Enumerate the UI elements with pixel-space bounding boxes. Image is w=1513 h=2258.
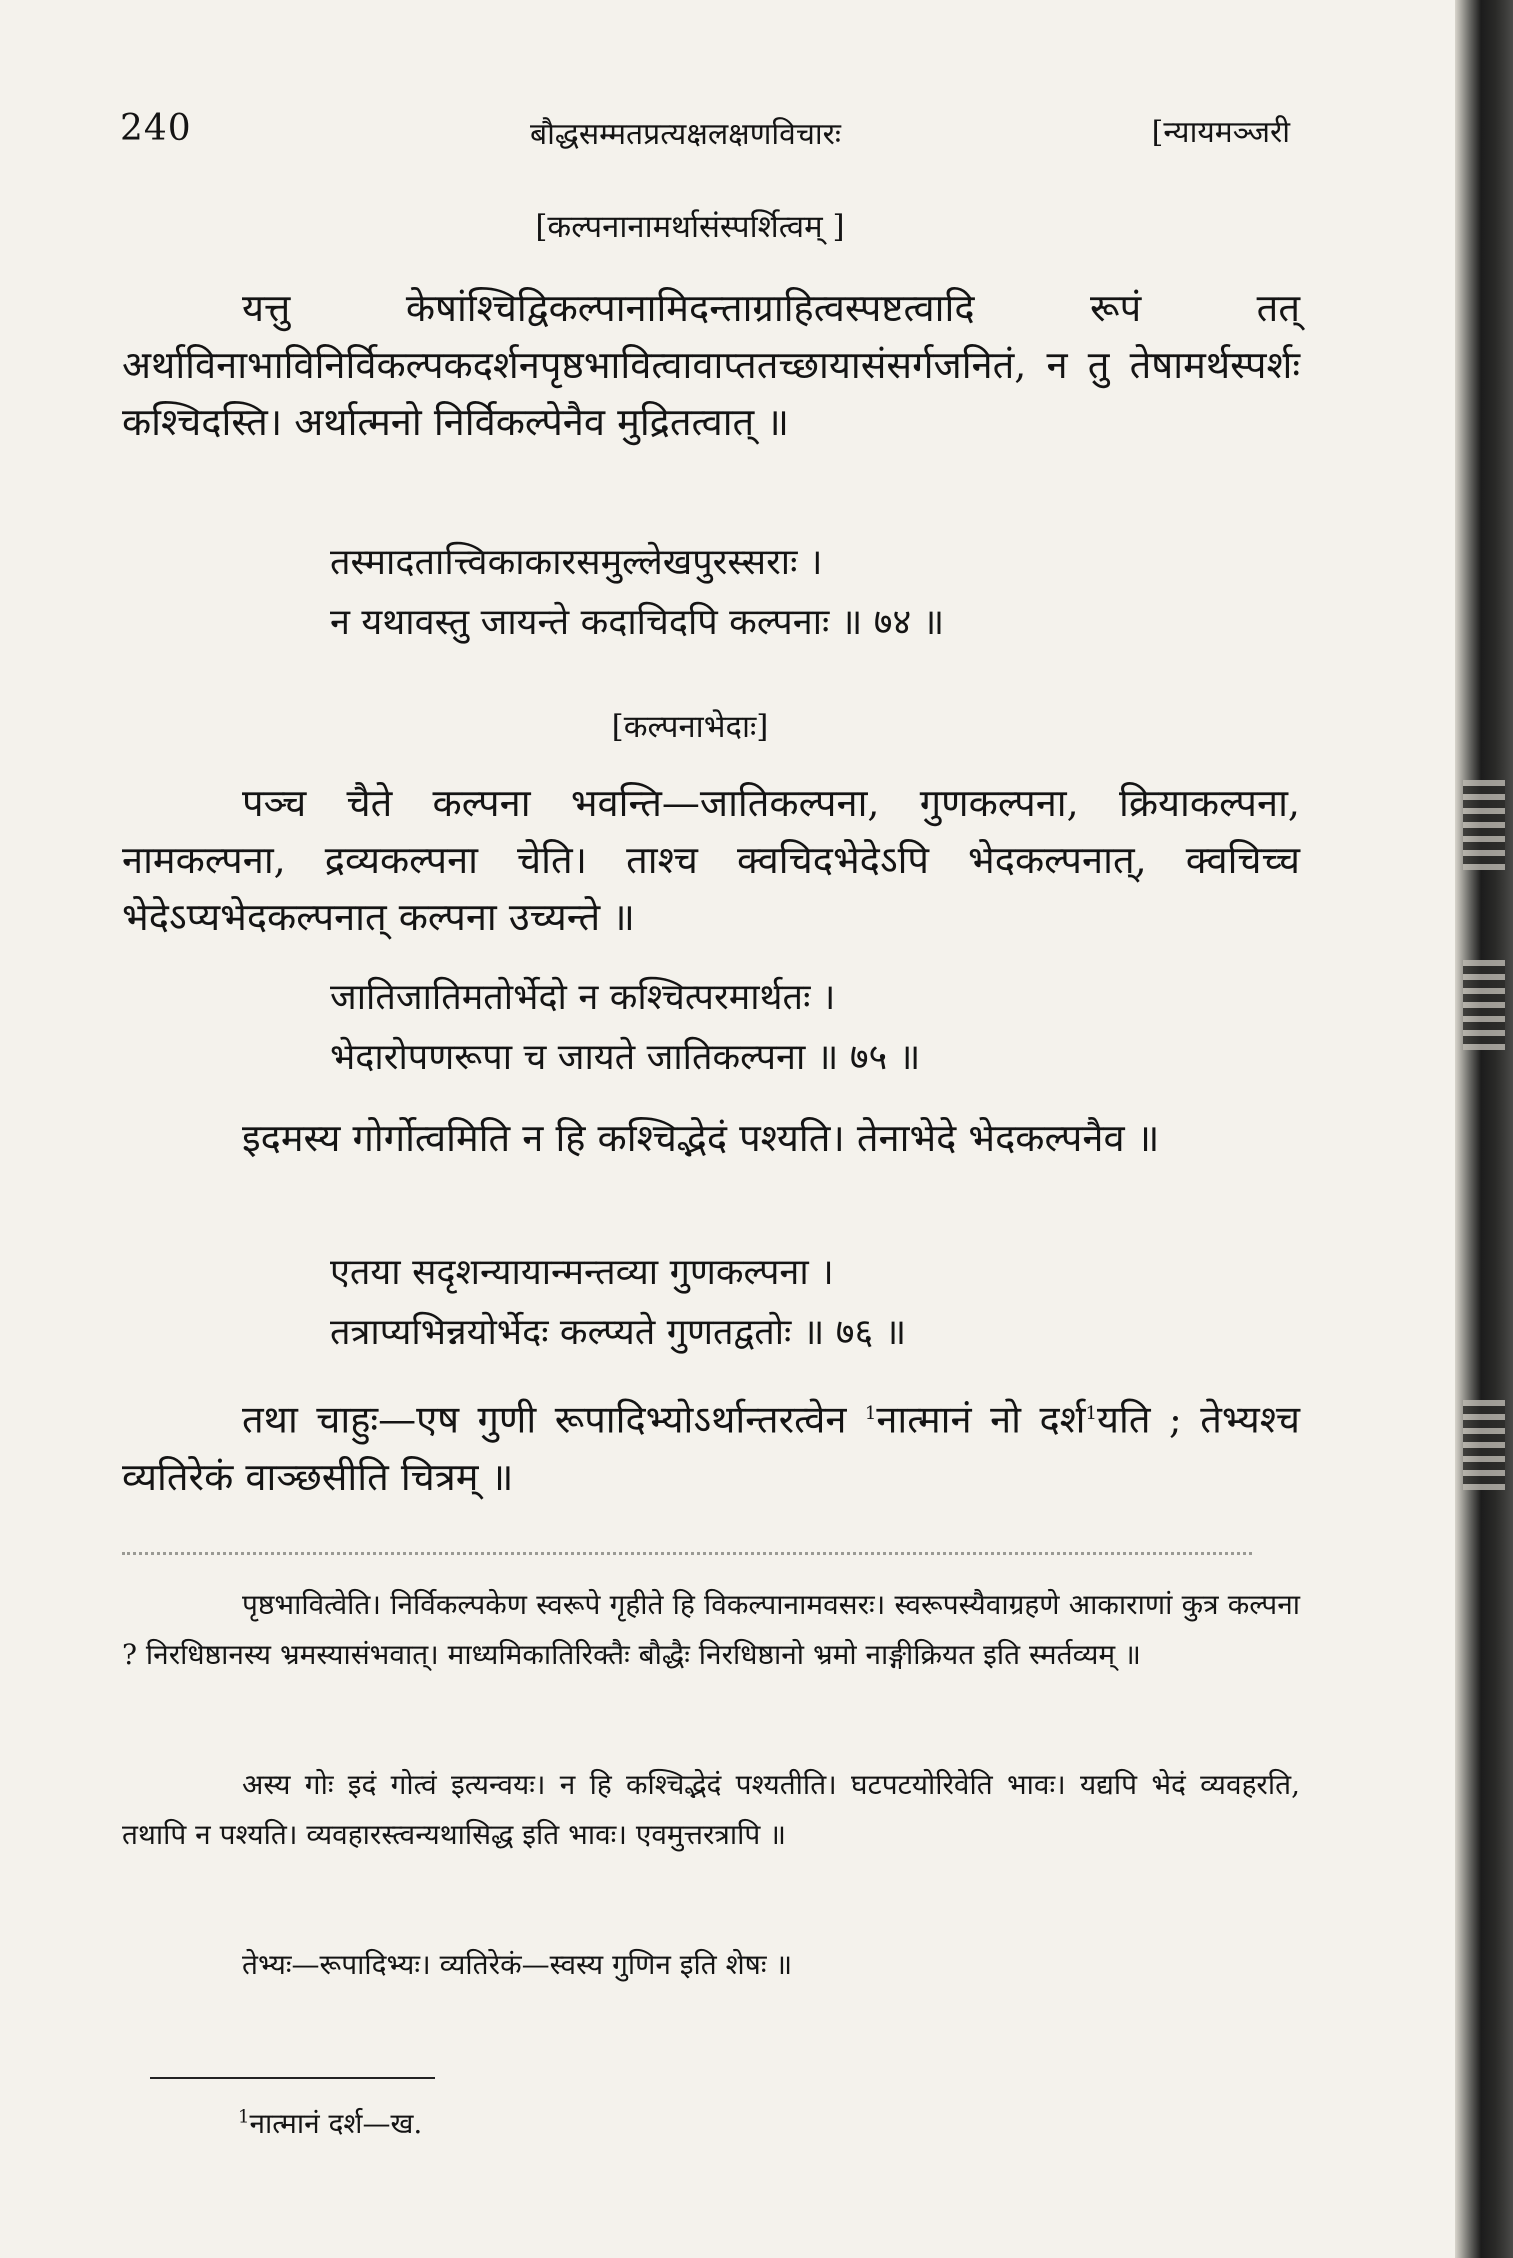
verse-line: जातिजातिमतोर्भेदो न कश्चित्परमार्थतः । bbox=[330, 977, 836, 1018]
footnote-text: नात्मानं दर्श—ख. bbox=[249, 2107, 423, 2140]
footnote-marker: 1 bbox=[864, 1403, 877, 1424]
book-title: [न्यायमञ्जरी bbox=[1151, 115, 1290, 150]
verse-line: भेदारोपणरूपा च जायते जातिकल्पना ॥ ७५ ॥ bbox=[330, 1037, 921, 1078]
section-heading: [कल्पनाभेदाः] bbox=[611, 709, 769, 745]
verse-line: न यथावस्तु जायन्ते कदाचिदपि कल्पनाः ॥ ७४ ॥ bbox=[330, 602, 945, 643]
commentary-paragraph: अस्य गोः इदं गोत्वं इत्यन्वयः। न हि कश्चिद्भेदं पश्यतीति। घटपटयोरिवेति भावः। यद्यपि भेदं व्यवहरति, तथापि न पश्यति। व्यवहारस्त्वन्यथासिद्ध इति भावः। एवमुत्तरत्रापि ॥ bbox=[122, 1768, 1300, 1851]
verse-line: तत्राप्यभिन्नयोर्भेदः कल्प्यते गुणतद्वतोः ॥ ७६ ॥ bbox=[330, 1312, 907, 1353]
running-title: बौद्धसम्मतप्रत्यक्षलक्षणविचारः bbox=[530, 117, 841, 152]
commentary-paragraph: तेभ्यः—रूपादिभ्यः। व्यतिरेकं—स्वस्य गुणिन इति शेषः ॥ bbox=[242, 1948, 793, 1981]
section-heading: [कल्पनानामर्थासंस्पर्शित्वम् ] bbox=[535, 209, 845, 245]
main-paragraph: यत्तु केषांश्चिद्विकल्पानामिदन्ताग्राहित्वस्पष्टत्वादि रूपं तत् अर्थाविनाभाविनिर्विकल्पकदर्शनपृष्ठभावित्वावाप्ततच्छायासंसर्गजनितं, न तु तेषामर्थस्पर्शः कश्चिदस्ति। अर्थात्मनो निर्विकल्पेनैव मुद्रितत्वात् ॥ bbox=[122, 286, 1300, 444]
verse-line: तस्मादतात्त्विकाकारसमुल्लेखपुरस्सराः । bbox=[330, 542, 823, 583]
paragraph-text: यति ; तेभ्यश्च व्यतिरेकं वाञ्छसीति चित्रम् ॥ bbox=[122, 1397, 1301, 1499]
spine-texture bbox=[1463, 780, 1505, 870]
page-header bbox=[120, 108, 1290, 158]
commentary-divider bbox=[122, 1552, 1252, 1555]
footnote-marker: 1 bbox=[1085, 1403, 1097, 1424]
verse-line: एतया सदृशन्यायान्मन्तव्या गुणकल्पना । bbox=[330, 1252, 834, 1293]
spine-texture bbox=[1463, 960, 1505, 1050]
commentary-paragraph: पृष्ठभावित्वेति। निर्विकल्पकेण स्वरूपे गृहीते हि विकल्पानामवसरः। स्वरूपस्यैवाग्रहणे आकाराणां कुत्र कल्पना ? निरधिष्ठानस्य भ्रमस्यासंभवात्। माध्यमिकातिरिक्तैः बौद्धैः निरधिष्ठानो भ्रमो नाङ्गीक्रियत इति स्मर्तव्यम् ॥ bbox=[122, 1588, 1300, 1671]
spine-texture bbox=[1463, 1400, 1505, 1490]
main-paragraph bbox=[122, 1385, 1300, 1506]
page-number: 240 bbox=[120, 108, 192, 149]
book-spine-edge bbox=[1455, 0, 1513, 2258]
paragraph-text: नात्मानं नो दर्श bbox=[876, 1397, 1086, 1442]
main-paragraph: इदमस्य गोर्गोत्वमिति न हि कश्चिद्भेदं पश्यति। तेनाभेदे भेदकल्पनैव ॥ bbox=[242, 1116, 1160, 1160]
footnote bbox=[238, 2104, 422, 2142]
paragraph-text: तथा चाहुः—एष गुणी रूपादिभ्योऽर्थान्तरत्वेन bbox=[242, 1397, 865, 1442]
footnote-rule bbox=[150, 2077, 435, 2079]
footnote-marker: 1 bbox=[238, 2106, 250, 2128]
main-paragraph: पञ्च चैते कल्पना भवन्ति—जातिकल्पना, गुणकल्पना, क्रियाकल्पना, नामकल्पना, द्रव्यकल्पना चेति। ताश्च क्वचिदभेदेऽपि भेदकल्पनात्, क्वचिच्च भेदेऽप्यभेदकल्पनात् कल्पना उच्यन्ते ॥ bbox=[122, 781, 1300, 939]
